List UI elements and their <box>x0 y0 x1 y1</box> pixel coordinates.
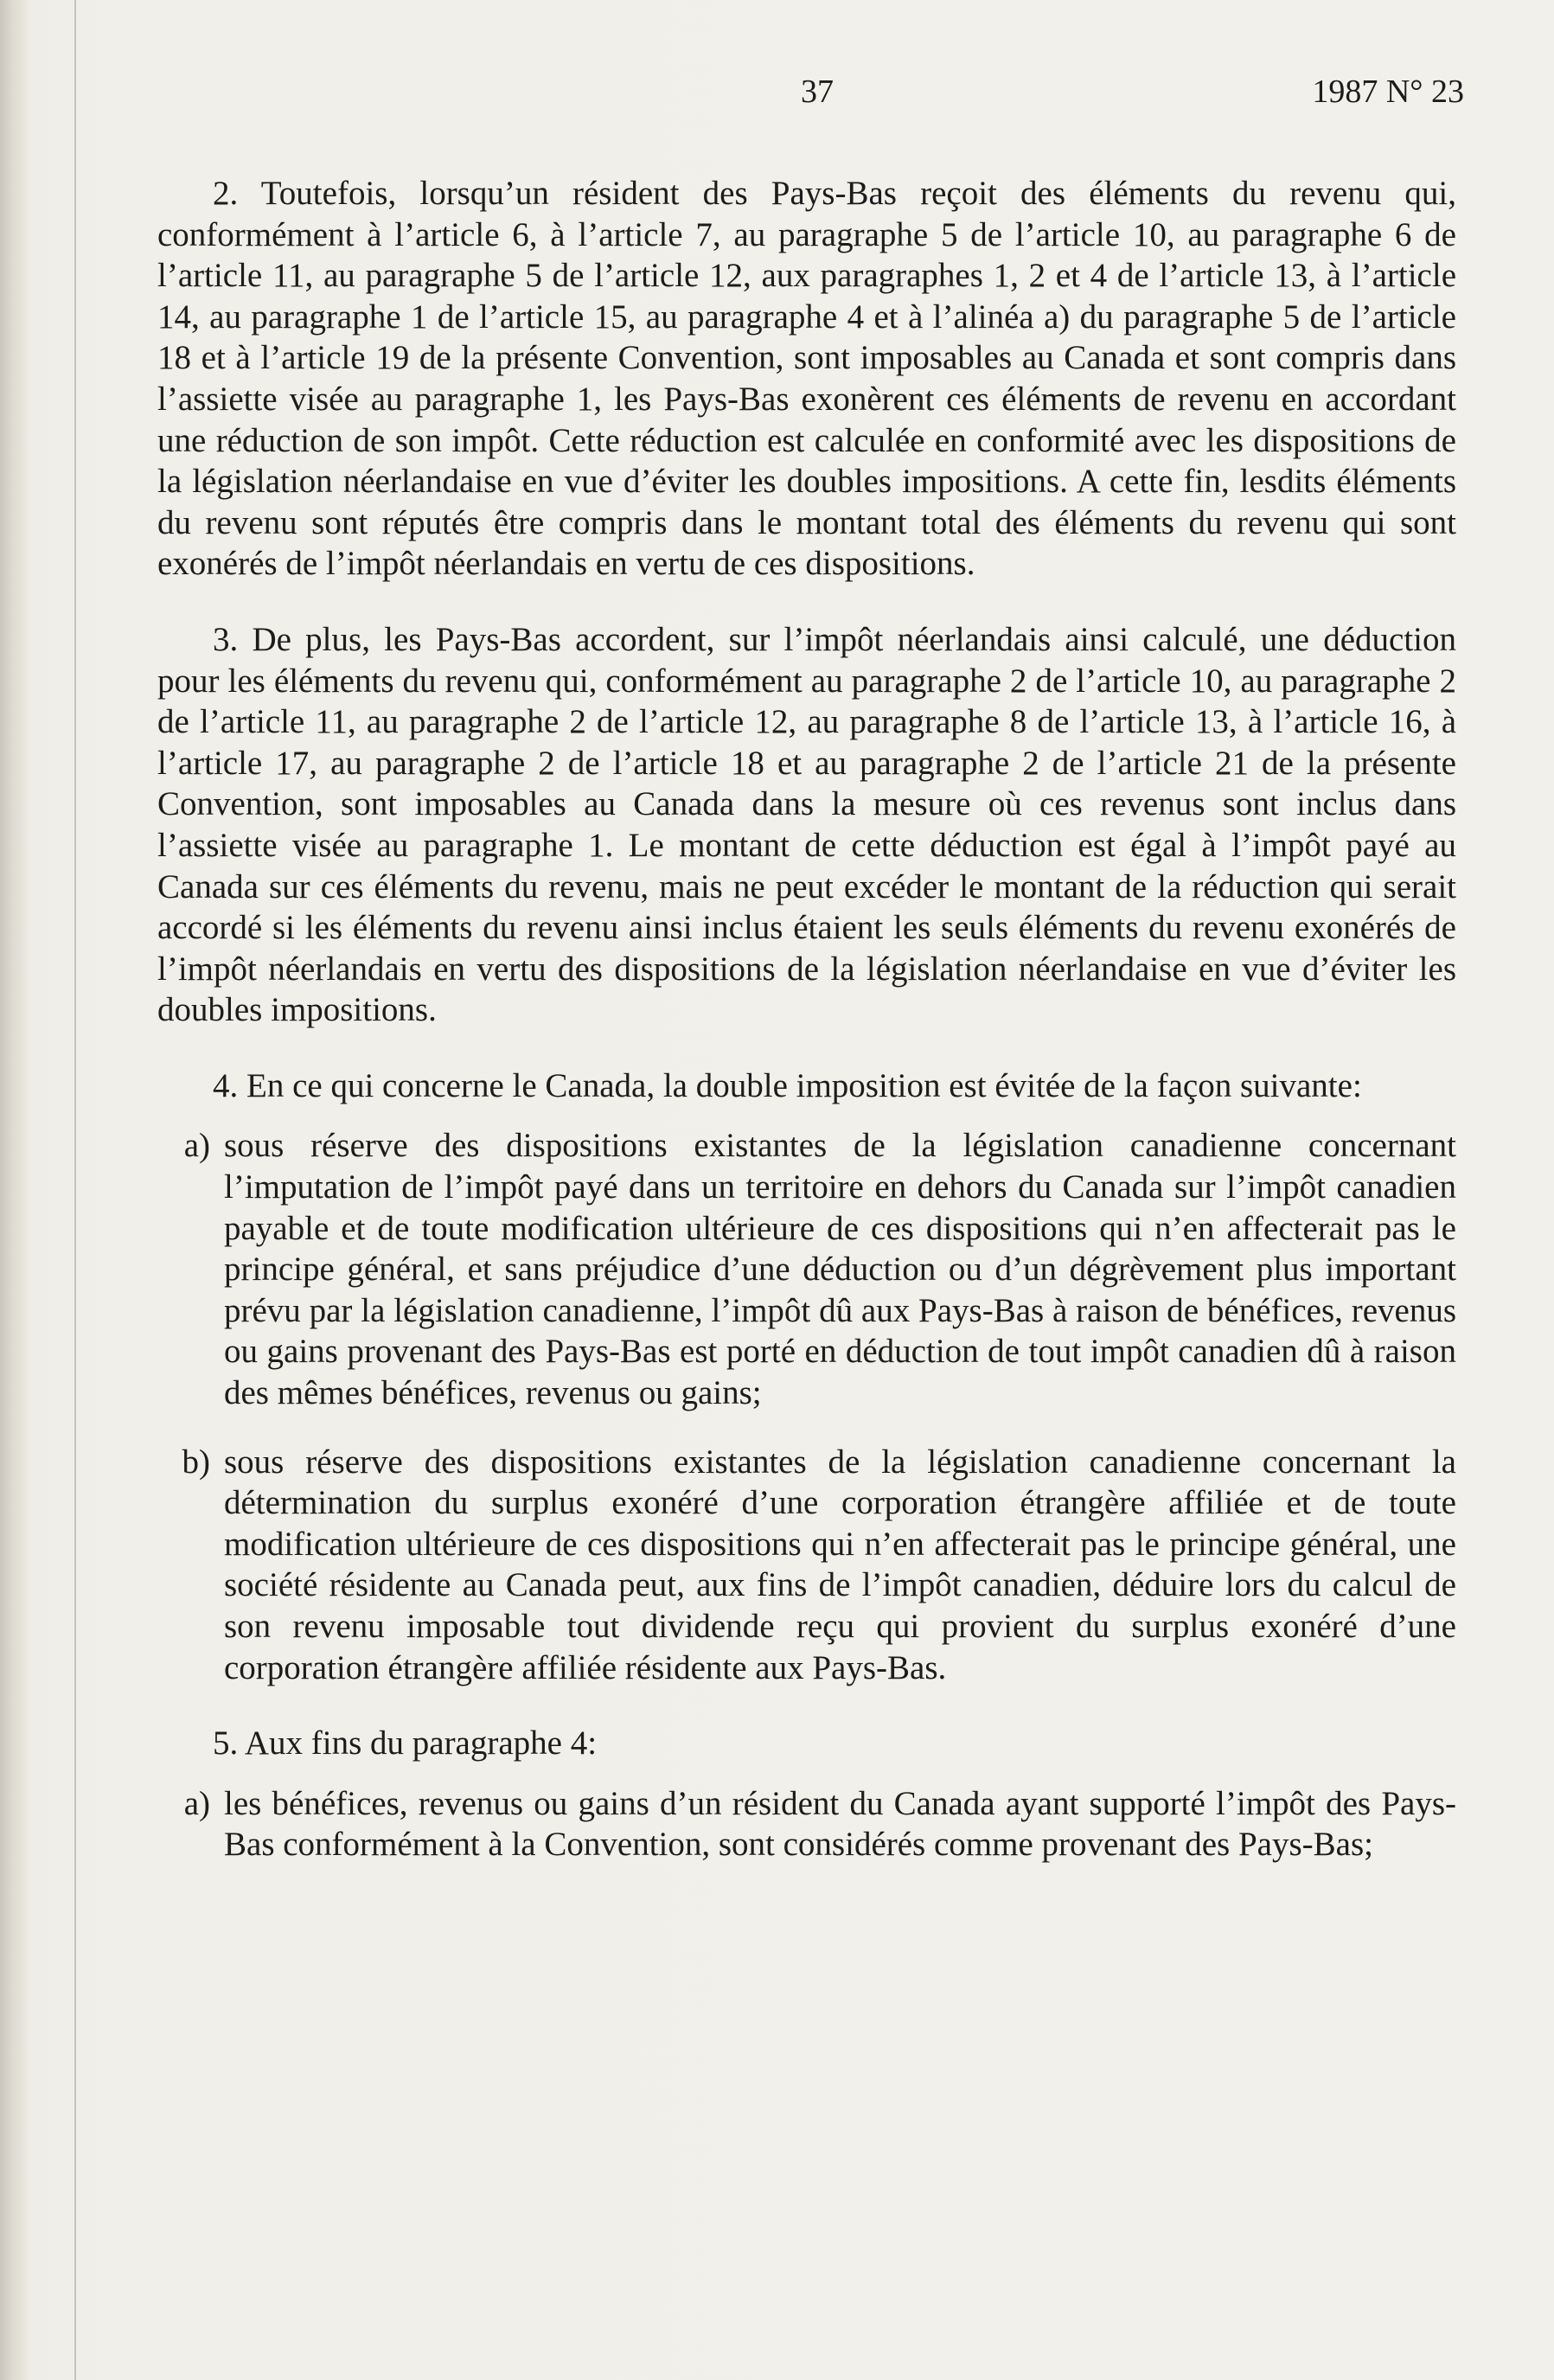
list-item-text: les bénéfices, revenus ou gains d’un résident du Canada ayant supporté l’impôt des Pays-Bas conformément à la Convention, sont considérés comme provenant des Pays-Bas; <box>224 1784 1456 1864</box>
binding-line <box>74 0 76 2380</box>
list-item <box>157 1125 1456 1413</box>
paragraph-3: 3. De plus, les Pays-Bas accordent, sur l’impôt néerlandais ainsi calculé, une déduction pour les éléments du revenu qui, conformément au paragraphe 2 de l’article 10, au paragraphe 2 de l’article 11, au paragraphe 2 de l’article 12, au paragraphe 8 de l’article 13, à l’article 16, à l’article 17, au paragraphe 2 de l’article 18 et au paragraphe 2 de l’article 21 de la présente Convention, sont imposables au Canada dans la mesure où ces revenus sont inclus dans l’assiette visée au paragraphe 1. Le montant de cette déduction est égal à l’impôt payé au Canada sur ces éléments du revenu, mais ne peut excéder le montant de la réduction qui serait accordé si les éléments du revenu ainsi inclus étaient les seuls éléments du revenu exonérés de l’impôt néerlandais en vertu des dispositions de la législation néerlandaise en vue d’éviter les doubles impositions. <box>157 620 1456 1029</box>
list-item-text: sous réserve des dispositions existantes de la législation canadienne concernant l’imputation de l’impôt payé dans un territoire en dehors du Canada sur l’impôt canadien payable et de toute modification ultérieure de ces dispositions qui n’en affecterait pas le principe général, et sans préjudice d’une déduction ou d’un dégrèvement plus important prévu par la législation canadienne, l’impôt dû aux Pays-Bas à raison de bénéfices, revenus ou gains provenant des Pays-Bas est porté en déduction de tout impôt canadien dû à raison des mêmes bénéfices, revenus ou gains; <box>224 1127 1456 1412</box>
list-item-label: a) <box>183 1784 210 1822</box>
paragraph-2: 2. Toutefois, lorsqu’un résident des Pays-Bas reçoit des éléments du revenu qui, conformément à l’article 6, à l’article 7, au paragraphe 5 de l’article 10, au paragraphe 6 de l’article 11, au paragraphe 5 de l’article 12, aux paragraphes 1, 2 et 4 de l’article 13, à l’article 14, au paragraphe 1 de l’article 15, au paragraphe 4 et à l’alinéa a) du paragraphe 5 de l’article 18 et à l’article 19 de la présente Convention, sont imposables au Canada et sont compris dans l’assiette visée au paragraphe 1, les Pays-Bas exonèrent ces éléments de revenu en accordant une réduction de son impôt. Cette réduction est calculée en conformité avec les dispositions de la législation néerlandaise en vue d’éviter les doubles impositions. A cette fin, lesdits éléments du revenu sont réputés être compris dans le montant total des éléments du revenu qui sont exonérés de l’impôt néerlandais en vertu de ces dispositions. <box>157 175 1456 583</box>
list-item-label: b) <box>182 1443 210 1481</box>
issue-number: 1987 N° 23 <box>1312 74 1464 110</box>
binding-shadow <box>0 0 29 2380</box>
paragraph-5: 5. Aux fins du paragraphe 4: <box>213 1724 598 1763</box>
list-item <box>157 1442 1456 1689</box>
list-item-label: a) <box>183 1127 210 1165</box>
list-item-text: sous réserve des dispositions existantes de la législation canadienne concernant la détermination du surplus exonéré d’une corporation étrangère affiliée et de toute modification ultérieure de ces dispositions qui n’en affecterait pas le principe général, une société résidente au Canada peut, aux fins de l’impôt canadien, déduire lors du calcul de son revenu imposable tout dividende reçu qui provient du surplus exonéré d’une corporation étrangère affiliée résidente aux Pays-Bas. <box>224 1443 1456 1686</box>
page-header <box>0 73 1554 125</box>
paragraph-4: 4. En ce qui concerne le Canada, la double imposition est évitée de la façon suivante: <box>213 1066 1362 1104</box>
page-number: 37 <box>801 74 834 110</box>
list-item <box>157 1783 1456 1865</box>
document-body <box>157 173 1456 1893</box>
